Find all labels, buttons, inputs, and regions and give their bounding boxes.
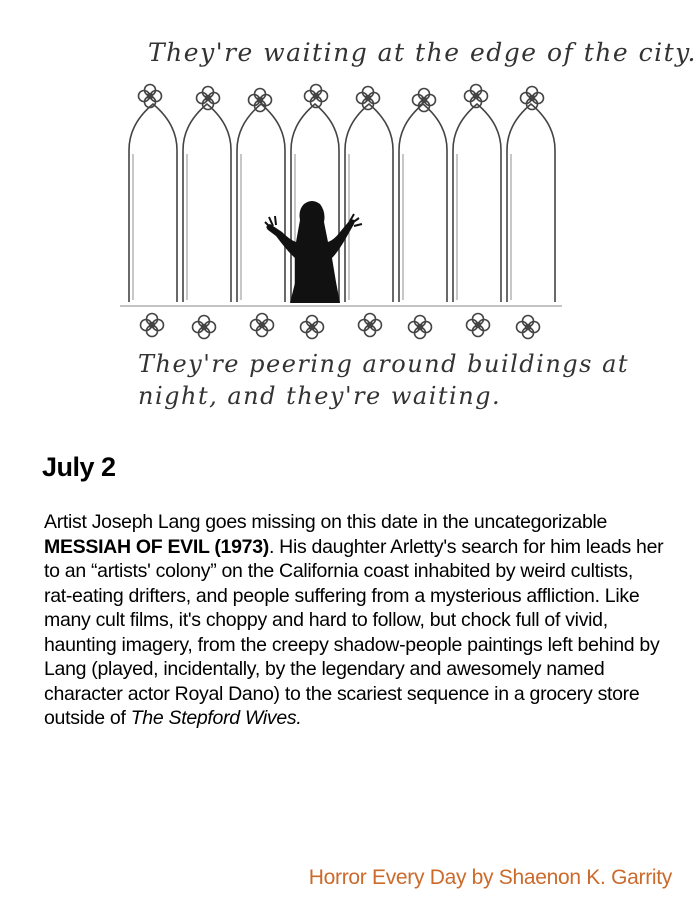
illustration-caption-bottom	[138, 348, 629, 413]
flower-ornament-top-2	[249, 89, 272, 112]
flower-ornament-bottom-7	[517, 316, 540, 339]
caption-bottom-line-2: night, and they're waiting.	[138, 382, 502, 411]
flower-ornament-bottom-6	[467, 314, 490, 337]
body-text-part-2: . His daughter Arletty's search for him leads her to an “artists' colony” on the California coast inhabited by weird cultists, rat-eating drifters, and people suffering from a mysterious affliction. Like many cult films, it's choppy and hard to follow, but chock full of vivid, haunting imagery, from the creepy shadow-people paintings left behind by Lang (played, incidentally, by the legendary and awesomely named character actor Royal Dano) to the scariest sequence in a grocery store outside of	[44, 535, 664, 729]
shadow-figure-silhouette	[265, 201, 362, 303]
caption-bottom-line-1: They're peering around buildings at	[138, 350, 630, 378]
gothic-arch-1	[183, 104, 231, 302]
gothic-arch-2	[237, 104, 285, 302]
film-title: MESSIAH OF EVIL (1973)	[44, 535, 269, 558]
flower-ornament-top-0	[139, 85, 162, 108]
body-text-part-1: Artist Joseph Lang goes missing on this date in the uncategorizable	[44, 511, 608, 533]
flower-ornaments-bottom	[141, 314, 540, 339]
gothic-arch-7	[507, 104, 555, 302]
flower-ornament-top-1	[197, 87, 220, 110]
gothic-arch-6	[453, 104, 501, 302]
flower-ornament-bottom-2	[251, 314, 274, 337]
gothic-arches	[120, 104, 562, 306]
gothic-arch-4	[345, 104, 393, 302]
flower-ornament-bottom-0	[141, 314, 164, 337]
gothic-arch-5	[399, 104, 447, 302]
flower-ornament-bottom-4	[359, 314, 382, 337]
flower-ornament-top-5	[413, 89, 436, 112]
flower-ornaments-top	[139, 85, 544, 112]
author-credit: Horror Every Day by Shaenon K. Garrity	[308, 866, 672, 889]
flower-ornament-top-4	[357, 87, 380, 110]
flower-ornament-top-7	[521, 87, 544, 110]
flower-ornament-bottom-1	[193, 316, 216, 339]
flower-ornament-bottom-3	[301, 316, 324, 339]
flower-ornament-bottom-5	[409, 316, 432, 339]
article-body	[44, 510, 664, 731]
gothic-arch-0	[129, 104, 177, 302]
date-heading: July 2	[42, 452, 116, 482]
referenced-film-title: The Stepford Wives.	[130, 707, 302, 729]
illustration-caption-top: They're waiting at the edge of the city.	[148, 38, 697, 67]
